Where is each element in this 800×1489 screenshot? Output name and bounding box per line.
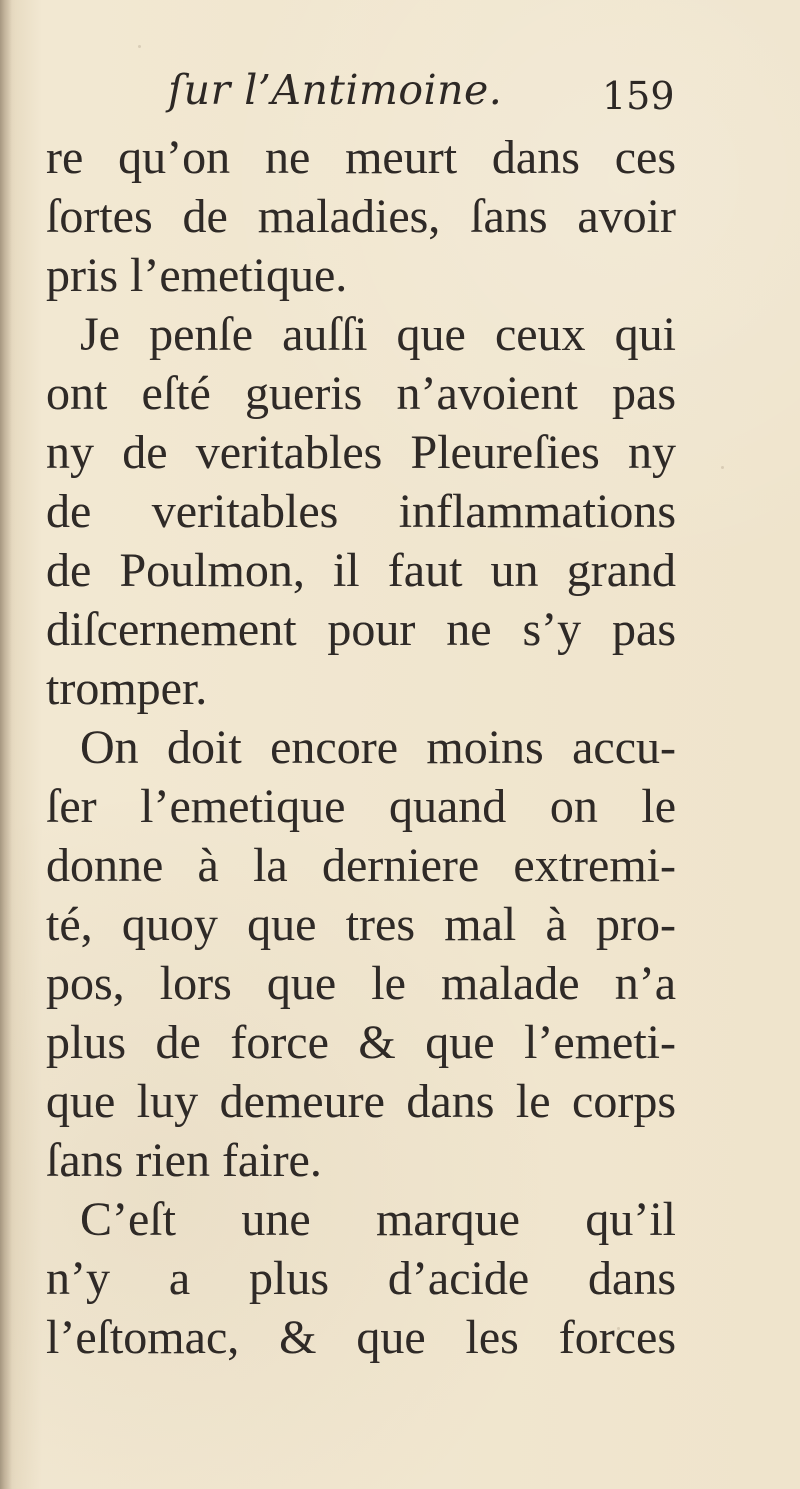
- text-line: n’y a plus d’acide dans: [46, 1252, 676, 1305]
- text-line: que luy demeure dans le corps: [46, 1075, 676, 1128]
- text-line: Je penſe auſſi que ceux qui: [80, 308, 676, 361]
- text-line: C’eſt une marque qu’il: [80, 1193, 676, 1246]
- binding-shadow: [0, 0, 12, 1489]
- text-line: ſans rien faire.: [46, 1134, 322, 1187]
- running-head: ſur l’Antimoine.: [168, 66, 503, 114]
- text-line: pris l’emetique.: [46, 249, 348, 302]
- text-line: On doit encore moins accu-: [80, 721, 676, 774]
- text-line: ny de veritables Pleureſies ny: [46, 426, 676, 479]
- page-header: [0, 66, 800, 126]
- text-line: té, quoy que tres mal à pro-: [46, 898, 676, 951]
- text-line: diſcernement pour ne s’y pas: [46, 603, 676, 656]
- text-line: tromper.: [46, 662, 208, 715]
- text-line: de Poulmon, il faut un grand: [46, 544, 676, 597]
- text-line: ſer l’emetique quand on le: [46, 780, 676, 833]
- text-line: ſortes de maladies, ſans avoir: [46, 190, 676, 243]
- text-line: ont eſté gueris n’avoient pas: [46, 367, 676, 420]
- page-number: 159: [602, 74, 675, 118]
- text-line: de veritables inflammations: [46, 485, 676, 538]
- paper-speck: [138, 45, 141, 48]
- text-line: re qu’on ne meurt dans ces: [46, 131, 676, 184]
- text-line: donne à la derniere extremi-: [46, 839, 676, 892]
- text-line: pos, lors que le malade n’a: [46, 957, 676, 1010]
- paper-speck: [721, 466, 724, 469]
- text-line: plus de force & que l’emeti-: [46, 1016, 676, 1069]
- text-line: l’eſtomac, & que les forces: [46, 1311, 676, 1364]
- text-block: [46, 128, 676, 1367]
